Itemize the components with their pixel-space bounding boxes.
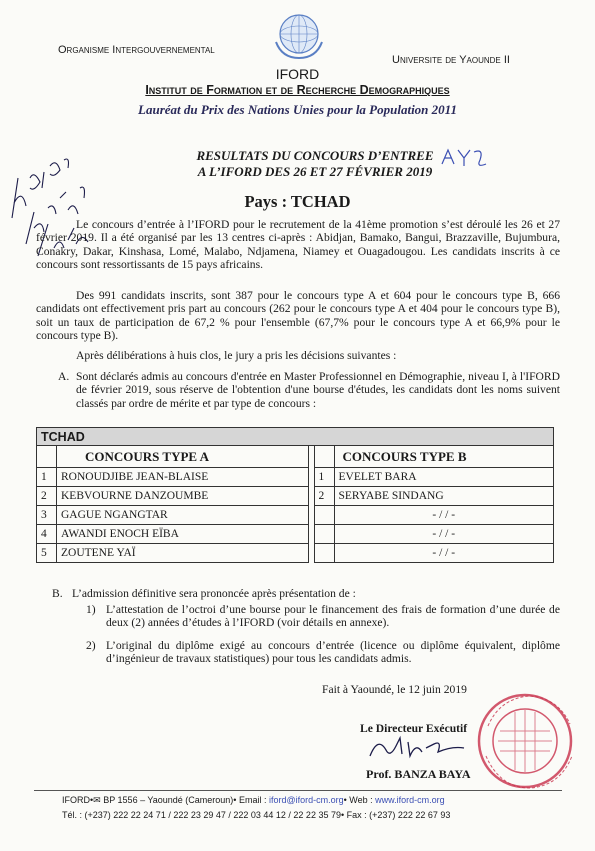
intro-paragraph: Le concours d’entrée à l’IFORD pour le recrutement de la 41ème promotion s’est déroulé les 26 et 27 février 2019. Il a été organisé par les 13 centres ci-après : Abidjan, Bamako, Bangui, Brazzaville, Bujumbura, Conakry, Dakar, Kinshasa, Lomé, Malabo, Ndjamena, Niamey et Ouagadougou. Les candidats inscrits à ce concours sont ressortissants de 15 pays africains. [36,218,560,272]
section-a-text: Sont déclarés admis au concours d'entrée en Master Professionnel en Démographie, niveau I, à l'IFORD de février 2019, sous réserve de l'obtention d'une bourse d'études, les candidats dont les noms suivent classés par ordre de mérite et par type de concours : [76,370,560,410]
candidate-b-empty: - / / - [334,525,553,544]
institute-name: Institut de Formation et de Recherche Demographiques [145,83,450,97]
footer-divider [34,790,562,791]
candidate-a: KEBVOURNE DANZOUMBE [57,487,309,506]
section-a-letter: A. [58,370,70,383]
acronym: IFORD [275,66,320,82]
item-2-number: 2) [86,639,96,652]
envelope-icon: ✉ [93,795,101,805]
footer-address: IFORD•✉ BP 1556 – Yaoundé (Cameroun)• Email : iford@iford-cm.org• Web : www.iford-cm.org [62,795,445,805]
table-country-label: TCHAD [37,428,554,446]
participation-paragraph: Des 991 candidats inscrits, sont 387 pour le concours type A et 604 pour le concours type B, 666 candidats ont effectivement pris part au concours (262 pour le concours type A et 404 pour le concours type B), soit un taux de participation de 67,2 % pour l'ensemble (67,7% pour le concours type A et 66,9% pour le concours type B). [36,289,560,343]
table-country-row [37,428,554,446]
table-row: 3 GAGUE NGANGTAR - / / - [37,506,554,525]
results-title-line2: A L’IFORD DES 26 ET 27 FÉVRIER 2019 [197,164,433,179]
item-1-text: L’attestation de l’octroi d’une bourse pour le financement des frais de formation d’une durée de deux (2) années d’études à l’IFORD (voir détails en annexe). [106,603,560,630]
header-type-b: CONCOURS TYPE B [334,446,553,468]
org-left: Organisme Intergouvernemental [58,44,215,56]
header-type-a: CONCOURS TYPE A [57,446,309,468]
footer-phones: Tél. : (+237) 222 22 24 71 / 222 23 29 47 / 222 03 44 12 / 22 22 35 79• Fax : (+237) 222 22 67 93 [62,810,451,820]
candidate-b: EVELET BARA [334,468,553,487]
signatory-title: Le Directeur Exécutif [360,722,468,735]
item-2-text: L’original du diplôme exigé au concours d’entrée (licence ou diplôme équivalent, diplôme d’ingénieur de travaux statistiques) pour tous les candidats admis. [106,639,560,666]
laureat-line: Lauréat du Prix des Nations Unies pour la Population 2011 [138,102,457,117]
table-header-row [37,446,554,468]
candidate-a: AWANDI ENOCH EÏBA [57,525,309,544]
signatory-name: Prof. BANZA BAYA [366,767,471,781]
web-link[interactable]: www.iford-cm.org [375,795,445,805]
country-heading: Pays : TCHAD [244,192,351,211]
table-row: 5 ZOUTENE YAÏ - / / - [37,544,554,563]
official-stamp [470,686,585,801]
results-title-line1: RESULTATS DU CONCOURS D’ENTREE [196,148,434,163]
table-row: 4 AWANDI ENOCH EÏBA - / / - [37,525,554,544]
results-table [36,427,554,563]
table-row: 2 KEBVOURNE DANZOUMBE 2 SERYABE SINDANG [37,487,554,506]
candidate-a: GAGUE NGANGTAR [57,506,309,525]
candidate-b-empty: - / / - [334,506,553,525]
un-emblem-logo [268,12,330,62]
candidate-a: ZOUTENE YAÏ [57,544,309,563]
candidate-b-empty: - / / - [334,544,553,563]
org-right: Universite de Yaounde II [392,54,510,66]
deliberation-paragraph: Après délibérations à huis clos, le jury a pris les décisions suivantes : [76,349,397,362]
candidate-a: RONOUDJIBE JEAN-BLAISE [57,468,309,487]
section-b-letter: B. [52,587,63,600]
email-link[interactable]: iford@iford-cm.org [268,795,344,805]
place-date: Fait à Yaoundé, le 12 juin 2019 [322,683,467,696]
candidate-b: SERYABE SINDANG [334,487,553,506]
section-b-text: L’admission définitive sera prononcée après présentation de : [72,587,356,600]
table-row: 1 RONOUDJIBE JEAN-BLAISE 1 EVELET BARA [37,468,554,487]
item-1-number: 1) [86,603,96,616]
